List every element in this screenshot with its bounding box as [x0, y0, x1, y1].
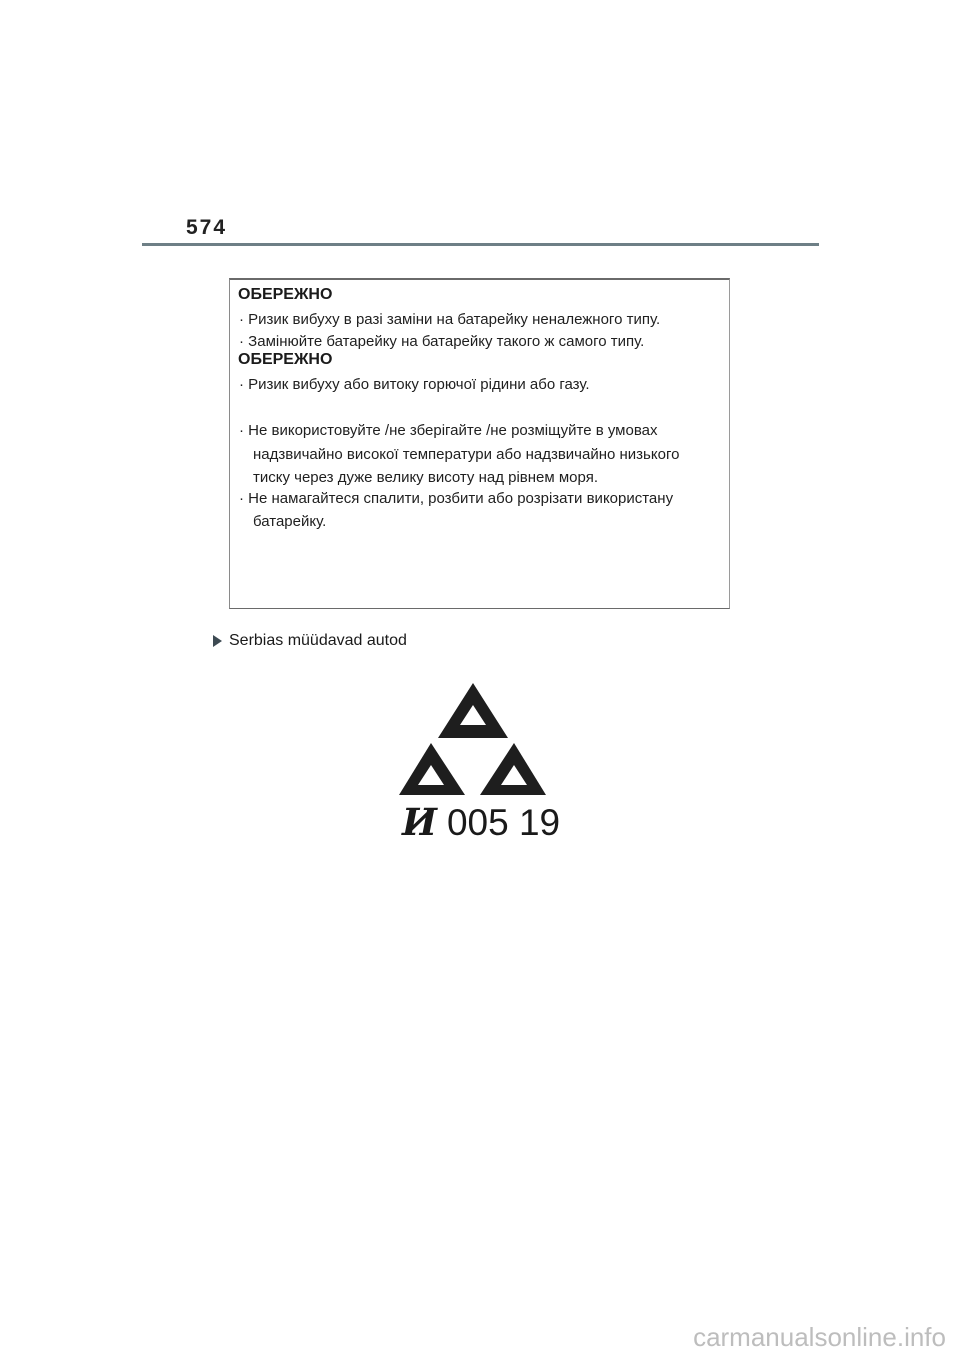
warning-heading-1: ОБЕРЕЖНО: [238, 286, 333, 303]
warning-line-5: надзвичайно високої температури або надзвичайно низького: [253, 446, 680, 463]
section-heading-label: Serbias müüdavad autod: [229, 632, 407, 649]
certification-code: [402, 800, 560, 844]
certification-letter: И: [402, 800, 437, 844]
warning-box: [229, 278, 730, 609]
header-divider: [142, 243, 819, 246]
triangle-arrow-icon: [213, 635, 222, 647]
warning-line-4: · Не використовуйте /не зберігайте /не розміщуйте в умовах: [239, 422, 658, 439]
warning-line-7: · Не намагайтеся спалити, розбити або розрізати використану: [239, 490, 674, 507]
warning-line-3: · Ризик вибуху або витоку горючої рідини або газу.: [239, 376, 590, 393]
certification-number: 005 19: [446, 802, 561, 843]
section-heading: [213, 632, 407, 650]
warning-heading-2: ОБЕРЕЖНО: [238, 351, 333, 368]
warning-line-2: · Замінюйте батарейку на батарейку такого ж самого типу.: [239, 333, 645, 350]
warning-line-8: батарейку.: [253, 513, 327, 530]
page-number: 574: [186, 216, 228, 239]
footer-watermark: carmanualsonline.info: [693, 1322, 946, 1352]
warning-line-6: тиску через дуже велику висоту над рівнем моря.: [253, 469, 598, 486]
warning-line-1: · Ризик вибуху в разі заміни на батарейку неналежного типу.: [239, 311, 661, 328]
